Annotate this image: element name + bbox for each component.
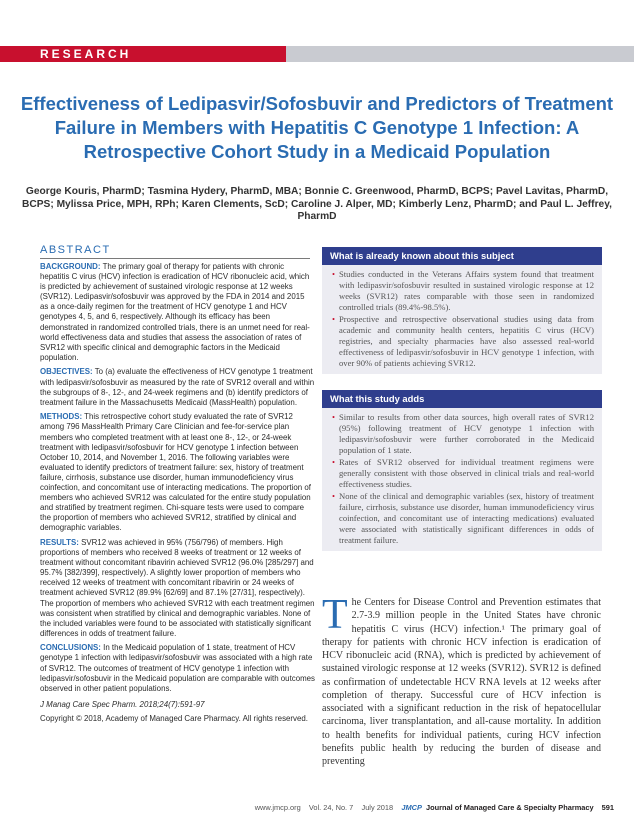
- abstract-section-text: The primary goal of therapy for patients with chronic hepatitis C virus (HCV) infection is eradication of HCV ribonucleic acid, which is predicted by achievement of sustained virologic response at 12 weeks (SVR12). Ledipasvir/sofosbuvir was approved by the FDA in 2014 and 2015 as a once-daily regimen for the treatment of HCV genotype 1 and HCV genotypes 4, 5, and 6, respectively. Although its efficacy has been demonstrated in randomized controlled trials, there is an unmet need for real-world effectiveness data and studies that assess the association of rates of SVR12 with specific clinical and demographic factors in the Medicaid population.: [40, 262, 310, 362]
- body-paragraph: [322, 592, 601, 768]
- abstract-section-label: CONCLUSIONS:: [40, 643, 101, 653]
- list-item: • Rates of SVR12 observed for individual treatment regimens were generally consistent with those observed in clinical trials and real-world effectiveness studies.: [332, 457, 594, 490]
- abstract-results: [40, 538, 315, 639]
- abstract-body: [40, 262, 315, 729]
- author-list: George Kouris, PharmD; Tasmina Hydery, PharmD, MBA; Bonnie C. Greenwood, PharmD, BCPS; Pavel Lavitas, PharmD, BCPS; Mylissa Price, MPH, RPh; Karen Clements, ScD; Caroline J. Alper, MD; Kimberly Lenz, PharmD; and Paul L. Jeffrey, PharmD: [22, 186, 612, 222]
- copyright-notice: Copyright © 2018, Academy of Managed Care Pharmacy. All rights reserved.: [40, 714, 308, 724]
- article-title: Effectiveness of Ledipasvir/Sofosbuvir and Predictors of Treatment Failure in Members with Hepatitis C Genotype 1 Infection: A Retrospective Cohort Study in a Medicaid Population: [20, 93, 614, 162]
- abstract-section-label: OBJECTIVES:: [40, 367, 93, 377]
- footer-issue: Vol. 24, No. 7: [308, 803, 354, 812]
- abstract-section-text: SVR12 was achieved in 95% (756/796) of members. High proportions of members who received 8 weeks of treatment or 12 weeks of treatment without concomitant ribavirin achieved SVR12 (96.0% [285/297] and 95.7% [382/399], respectively). A slightly lower proportion of members who received 12 weeks of treatment with concomitant ribavirin or 24 weeks of treatment achieved SVR12 (89.9% [62/69] and 87.1% [27/31], respectively). The proportion of members who achieved SVR12 with each treatment regimen was consistent when stratified by clinical and demographic variables. None of the included variables were found to be associated with statistically significant differences in odds of treatment failure.: [40, 537, 315, 638]
- body-text: he Centers for Disease Control and Prevention estimates that 2.7-3.9 million people in the United States have chronic hepatitis C virus (HCV) infection.¹ The primary goal of therapy for patients with chronic HCV infection is eradication of HCV ribonucleic acid (RNA), which is predicted by achievement of sustained virologic response at 12 weeks (SVR12). SVR12 is defined as confirmation of undetectable HCV RNA levels at 12 weeks after completion of therapy. Successful cure of HCV infection is associated with a significant reduction in the risk of hepatocellular carcinoma, liver transplantation, and all-cause mortality. In addition to health benefits for individual patients, curing HCV infection benefits public health by reducing the burden of disease and preventing: [322, 597, 601, 767]
- section-banner-gray: [286, 46, 634, 62]
- adds-box-heading: What this study adds: [322, 390, 602, 408]
- abstract-section-text: This retrospective cohort study evaluated the rate of SVR12 among 796 MassHealth Primary Care Clinician and fee-for-service plan members who completed treatment with at least one 8-, 12-, or 24-week treatment with ledipasvir/sofosbuvir for HCV genotype 1 infection between October 10, 2014, and November 1, 2016. The following variables were evaluated to identify predictors of treatment failure: sex, history of treatment failure, cirrhosis, substance use disorder, human immunodeficiency virus coinfection, and concomitant use of interacting medications. The proportion of members who achieved SVR12 was calculated for the entire study population and stratified by treatment regimen. Chi-square tests were used to compare the proportion of members who achieved SVR12, stratified by clinical and demographic variables.: [40, 412, 311, 533]
- abstract-heading: ABSTRACT: [40, 244, 310, 259]
- page-number: 591: [601, 803, 614, 812]
- list-item: • Similar to results from other data sources, high overall rates of SVR12 (95%) following treatment of HCV genotype 1 infection with ledipasvir/sofosbuvir were further corroborated in the Medicaid population of 1 state.: [332, 412, 594, 456]
- footer-journal-name: Journal of Managed Care & Specialty Pharmacy: [426, 803, 594, 812]
- adds-box: [322, 390, 602, 551]
- abstract-objectives: [40, 367, 315, 407]
- abstract-section-text: To (a) evaluate the effectiveness of HCV genotype 1 treatment with ledipasvir/sofosbuvir as measured by the rate of SVR12 overall and within the subgroups of 8-, 12-, and 24-week regimens and (b) identify predictors of treatment failure in the Massachusetts Medicaid (MassHealth) population.: [40, 367, 315, 407]
- adds-box-list: [322, 408, 602, 551]
- list-item: • Prospective and retrospective observational studies using data from academic and community health centers, hepatitis C virus (HCV) registries, and specialty pharmacies have also assessed real-world effectiveness of ledipasvir/sofosbuvir in HCV genotype 1 infection, with over 90% of patients achieving SVR12.: [332, 314, 594, 369]
- known-box-list: [322, 265, 602, 374]
- journal-citation: J Manag Care Spec Pharm. 2018;24(7):591-97: [40, 699, 205, 709]
- footer-date: July 2018: [361, 803, 394, 812]
- abstract-conclusions: [40, 643, 315, 693]
- list-item: • Studies conducted in the Veterans Affairs system found that treatment with ledipasvir/sofosbuvir resulted in sustained virologic response at 12 weeks (SVR12) rates comparable with those seen in randomized controlled trials (89.4%-98.5%).: [332, 269, 594, 313]
- list-item: • None of the clinical and demographic variables (sex, history of treatment failure, cirrhosis, substance use disorder, human immunodeficiency virus coinfection, and concomitant use of interacting medications) evaluated were associated with statistically significant differences in odds of treatment failure.: [332, 491, 594, 546]
- abstract-methods: [40, 412, 315, 533]
- abstract-section-label: BACKGROUND:: [40, 262, 101, 271]
- section-banner: [0, 46, 634, 64]
- drop-cap: T: [322, 592, 348, 638]
- footer-journal-abbrev: JMCP: [401, 803, 422, 812]
- known-box: [322, 247, 602, 374]
- abstract-section-label: METHODS:: [40, 412, 83, 422]
- section-label: RESEARCH: [40, 47, 132, 61]
- footer-site: www.jmcp.org: [254, 803, 301, 812]
- abstract-background: [40, 262, 315, 363]
- page-footer: [210, 803, 614, 812]
- abstract-section-label: RESULTS:: [40, 537, 79, 547]
- abstract-section-text: In the Medicaid population of 1 state, treatment of HCV genotype 1 infection with ledipasvir/sofosbuvir was associated with a high rate of SVR12. The outcomes of treatment of HCV genotype 1 infection with ledipasvir/sofosbuvir in the Medicaid population are comparable with outcomes observed in other patient populations.: [40, 643, 316, 693]
- known-box-heading: What is already known about this subject: [322, 247, 602, 265]
